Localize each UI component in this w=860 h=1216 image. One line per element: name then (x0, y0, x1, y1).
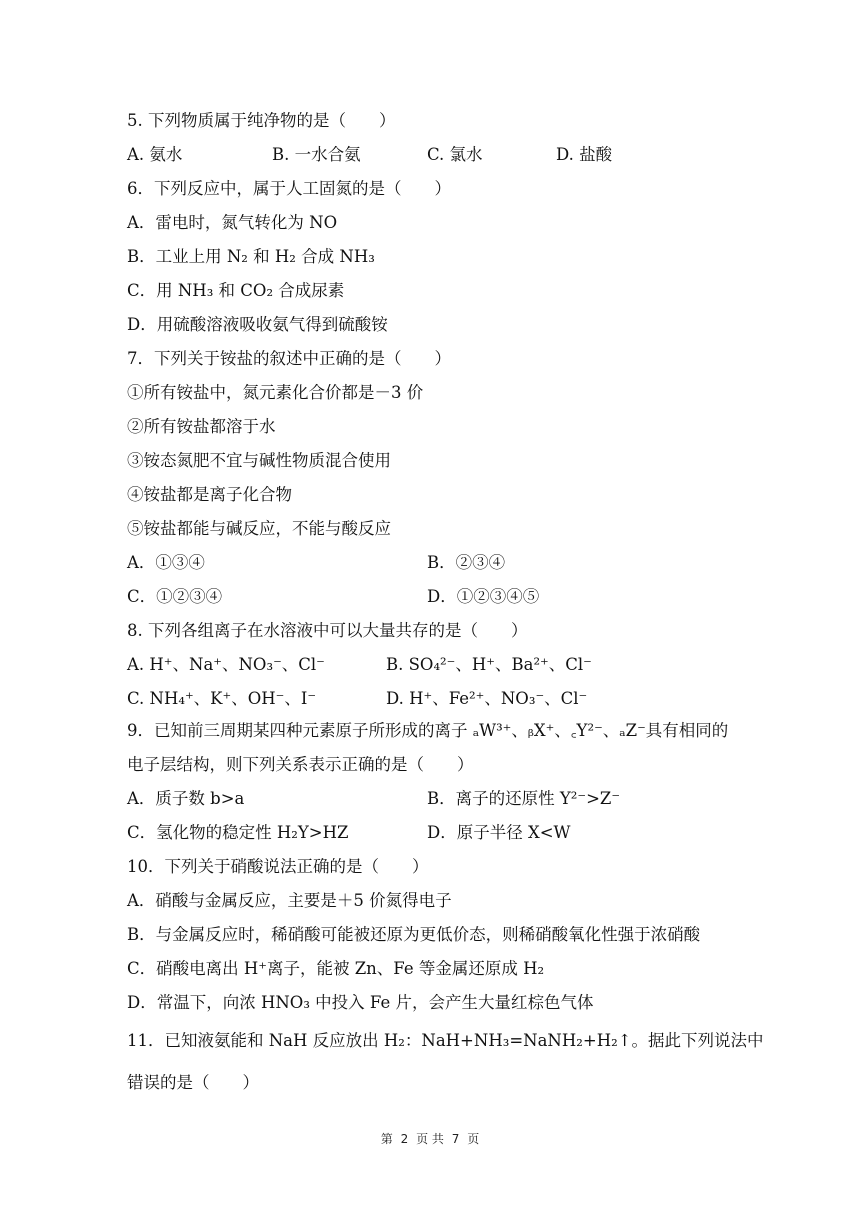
q7-stem: 7．下列关于铵盐的叙述中正确的是（ ） (127, 349, 451, 368)
footer-page-number: 2 (400, 1132, 409, 1146)
q7-option-b: B．②③④ (427, 553, 506, 572)
page-footer (0, 1130, 860, 1147)
q6-option-d: D．用硫酸溶液吸收氨气得到硫酸铵 (127, 315, 388, 334)
footer-suffix: 页 (467, 1132, 480, 1146)
q8-option-d: D. H⁺、Fe²⁺、NO₃⁻、Cl⁻ (386, 689, 588, 708)
q7-statement-4: ④铵盐都是离子化合物 (127, 485, 292, 504)
q7-statement-3: ③铵态氮肥不宜与碱性物质混合使用 (127, 451, 391, 470)
q5-stem: 5. 下列物质属于纯净物的是（ ） (127, 111, 396, 130)
q10-option-a: A．硝酸与金属反应，主要是＋5 价氮得电子 (127, 891, 452, 910)
q6-stem: 6．下列反应中，属于人工固氮的是（ ） (127, 179, 451, 198)
q5-option-a: A. 氨水 (127, 145, 183, 164)
q9-stem-line2: 电子层结构，则下列关系表示正确的是（ ） (127, 755, 474, 774)
footer-total-pages: 7 (451, 1132, 460, 1146)
q9-option-d: D．原子半径 X<W (427, 823, 571, 842)
q10-option-d: D．常温下，向浓 HNO₃ 中投入 Fe 片，会产生大量红棕色气体 (127, 993, 594, 1012)
q8-option-b: B. SO₄²⁻、H⁺、Ba²⁺、Cl⁻ (386, 655, 592, 674)
q8-stem: 8. 下列各组离子在水溶液中可以大量共存的是（ ） (127, 621, 528, 640)
q9-option-c: C．氢化物的稳定性 H₂Y>HZ (127, 823, 349, 842)
q7-option-c: C．①②③④ (127, 587, 223, 606)
q11-stem-line2: 错误的是（ ） (127, 1073, 259, 1092)
q5-option-b: B. 一水合氨 (272, 145, 361, 164)
q9-option-b: B．离子的还原性 Y²⁻>Z⁻ (427, 789, 621, 808)
q7-option-a: A．①③④ (127, 553, 205, 572)
footer-middle: 页 共 (416, 1132, 444, 1146)
q7-statement-5: ⑤铵盐都能与碱反应，不能与酸反应 (127, 519, 391, 538)
q9-option-a: A．质子数 b>a (127, 789, 245, 808)
q5-option-c: C. 氯水 (427, 145, 483, 164)
q10-stem: 10．下列关于硝酸说法正确的是（ ） (127, 857, 429, 876)
q5-option-d: D. 盐酸 (556, 145, 613, 164)
q7-statement-1: ①所有铵盐中，氮元素化合价都是－3 价 (127, 383, 424, 402)
q7-statement-2: ②所有铵盐都溶于水 (127, 417, 276, 436)
q8-option-a: A. H⁺、Na⁺、NO₃⁻、Cl⁻ (127, 655, 325, 674)
q8-option-c: C. NH₄⁺、K⁺、OH⁻、I⁻ (127, 689, 317, 708)
q9-stem-line1: 9．已知前三周期某四种元素原子所形成的离子 ₐW³⁺、ᵦX⁺、꜀Y²⁻、ₐZ⁻具有相同的 (127, 721, 729, 740)
q11-stem-line1: 11．已知液氨能和 NaH 反应放出 H₂：NaH+NH₃=NaNH₂+H₂↑。据此下列说法中 (127, 1031, 764, 1050)
q10-option-b: B．与金属反应时，稀硝酸可能被还原为更低价态，则稀硝酸氧化性强于浓硝酸 (127, 925, 701, 944)
footer-prefix: 第 (380, 1132, 393, 1146)
q6-option-b: B．工业上用 N₂ 和 H₂ 合成 NH₃ (127, 247, 375, 266)
q10-option-c: C．硝酸电离出 H⁺离子，能被 Zn、Fe 等金属还原成 H₂ (127, 959, 545, 978)
q6-option-a: A．雷电时，氮气转化为 NO (127, 213, 338, 232)
q6-option-c: C．用 NH₃ 和 CO₂ 合成尿素 (127, 281, 345, 300)
q7-option-d: D．①②③④⑤ (427, 587, 540, 606)
